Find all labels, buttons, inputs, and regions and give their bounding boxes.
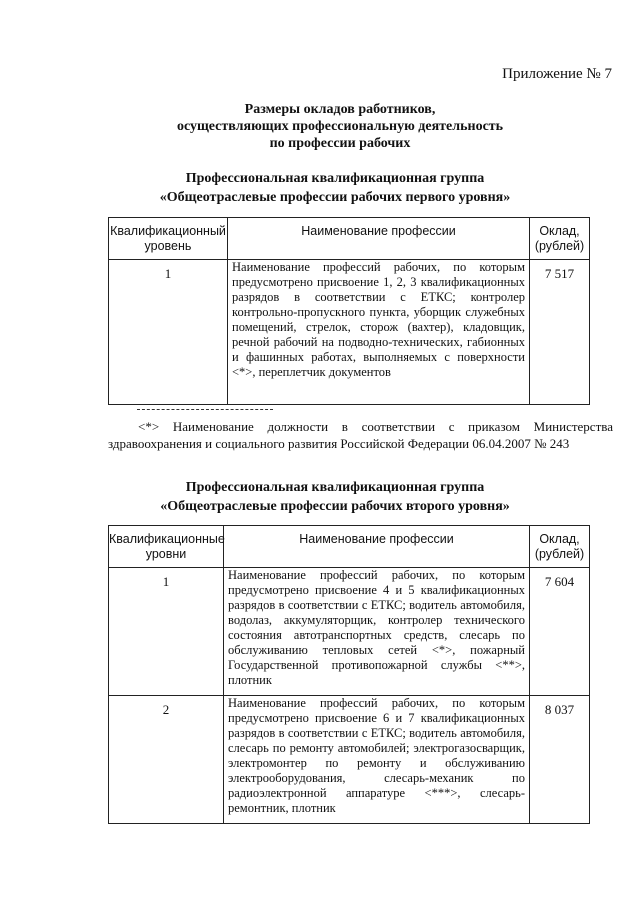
row-salary: 7 517 [530,260,590,405]
table-row [109,260,590,405]
group1-table [108,217,590,405]
row-salary: 7 604 [530,568,590,696]
group2-title-line: Профессиональная квалификационная группа [185,480,485,495]
header-salary: Оклад, (рублей) [530,526,590,568]
table-header-row [109,218,590,260]
table-row [109,568,590,696]
appendix-label: Приложение № 7 [502,66,612,82]
group2-table [108,525,590,824]
footnote-separator [137,409,273,410]
main-title-line: по профессии рабочих [269,136,411,151]
row-level: 2 [109,696,224,824]
main-title-line: Размеры окладов работников, [244,102,436,117]
group1-title-line: «Общеотраслевые профессии рабочих первого уровня» [159,190,511,205]
main-title [150,101,530,152]
row-description: Наименование профессий рабочих, по которым предусмотрено присвоение 4 и 5 квалификационных разрядов в соответствии с ЕТКС; водитель автомобиля, водолаз, аккумуляторщик, контролер технического состояния автотранспортных средств, слесарь по обслуживанию тепловых сетей <*>, пожарный Государственной противопожарной службы <**>, плотник [224,568,530,696]
row-salary: 8 037 [530,696,590,824]
table-header-row [109,526,590,568]
header-profession: Наименование профессии [228,218,530,260]
group1-title [105,169,565,207]
row-level: 1 [109,568,224,696]
table-row [109,696,590,824]
row-level: 1 [109,260,228,405]
header-level: Квалификационный уровень [109,218,228,260]
row-description: Наименование профессий рабочих, по которым предусмотрено присвоение 1, 2, 3 квалификационных разрядов в соответствии с ЕТКС; контролер контрольно-пропускного пункта, уборщик служебных помещений, стрелок, сторож (вахтер), кладовщик, речной рабочий на подводно-технических, габионных и фашинных работах, выполняемых с поверхности <*>, переплетчик документов [228,260,530,405]
group1-title-line: Профессиональная квалификационная группа [185,171,485,186]
group2-title-line: «Общеотраслевые профессии рабочих второго уровня» [160,499,510,514]
header-profession: Наименование профессии [224,526,530,568]
header-salary: Оклад, (рублей) [530,218,590,260]
header-level: Квалификационные уровни [109,526,224,568]
main-title-line: осуществляющих профессиональную деятельность [176,119,504,134]
footnote-text: <*> Наименование должности в соответствии с приказом Министерства здравоохранения и социального развития Российской Федерации 06.04.2007 № 243 [108,419,613,451]
row-description: Наименование профессий рабочих, по которым предусмотрено присвоение 6 и 7 квалификационных разрядов в соответствии с ЕТКС; водитель автомобиля, слесарь по ремонту автомобилей; электрогазосварщик, электромонтер по ремонту и обслуживанию электрооборудования, слесарь-механик по радиоэлектронной аппаратуре <***>, слесарь-ремонтник, плотник [224,696,530,824]
group2-title [105,478,565,516]
